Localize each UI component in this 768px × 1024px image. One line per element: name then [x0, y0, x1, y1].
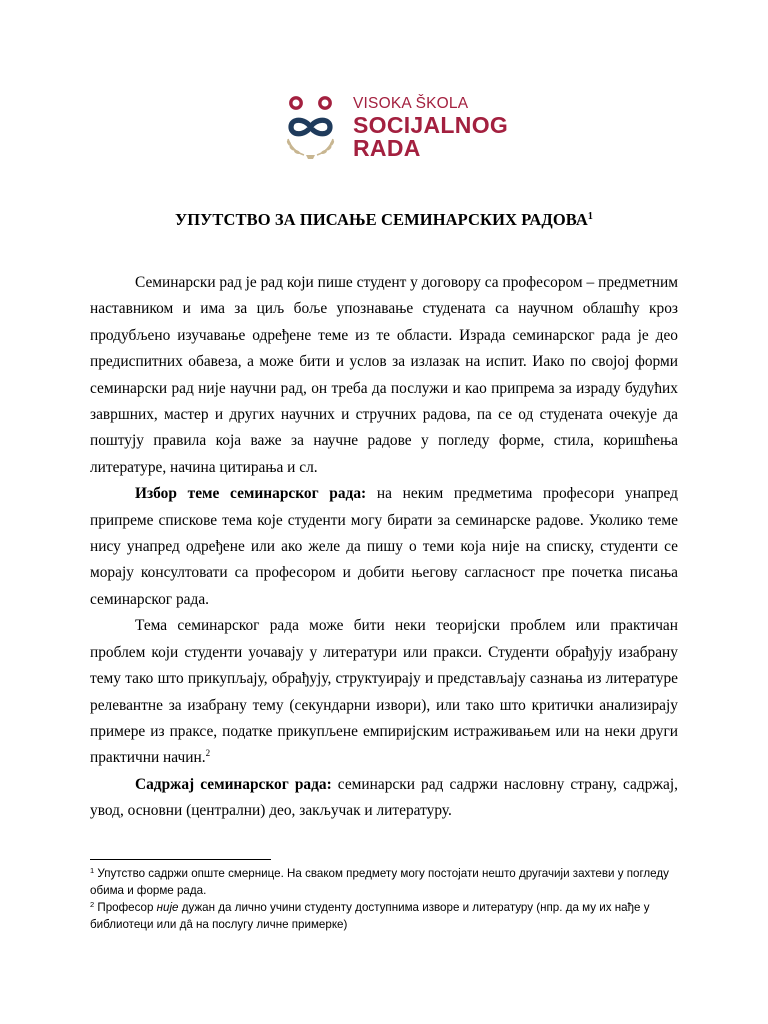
paragraph-lead: Избор теме семинарског рада: [135, 485, 367, 503]
footnote-text-rest: дужан да лично учини студенту доступнима изворе и литературу (нпр. да му их нађе у библиотеци или дâ на послугу личне примерке) [90, 901, 650, 931]
paragraph-text: Семинарски рад је рад који пише студент у договору са професором – предметним наставником и има за циљ боље упознавање студената са научном облашћу кроз продубљено изучавање одређене теме из те области. Израда семинарског рада је део предиспитних обавеза, а може бити и услов за излазак на испит. Иако по својој форми семинарски рад није научни рад, он треба да послужи и као припрема за израду будућих завршних, мастер и других научних и стручних радова, па се од студената очекује да поштују правила која важе за научне радове у погледу форме, стила, коришћења литературе, начина цитирања и сл. [90, 274, 678, 476]
logo-line-socijalnog: SOCIJALNOG [353, 111, 509, 138]
paragraph-text: семинарски рад садржи насловну страну, садржај, увод, основни (централни) део, закључак и литературу. [90, 775, 678, 820]
paragraph-content [90, 772, 678, 825]
paragraph-intro [90, 270, 678, 481]
footnote-number: 2 [90, 900, 95, 909]
document-title-text: УПУТСТВО ЗА ПИСАЊЕ СЕМИНАРСКИХ РАДОВА [175, 210, 588, 229]
footnote-1 [90, 865, 690, 899]
school-logo [282, 93, 509, 165]
paragraph-topic-description [90, 613, 678, 771]
logo-line-visoka-skola: VISOKA ŠKOLA [353, 95, 469, 112]
footnote-text: Упутство садржи опште смернице. На сваком предмету могу постојати нешто другачији захтеви у погледу обима и форме рада. [90, 867, 669, 897]
logo-wordmark [353, 96, 508, 160]
logo-emblem-icon [282, 93, 348, 163]
title-footnote-ref: 1 [587, 211, 593, 222]
paragraph-lead: Садржај семинарског рада: [135, 775, 332, 793]
footnote-ref: 2 [205, 748, 211, 759]
footnotes [90, 865, 690, 933]
footnote-number: 1 [90, 866, 95, 875]
paragraph-text: Тема семинарског рада може бити неки теоријски проблем или практичан проблем који студенти уочавају у литератури или пракси. Студенти обрађују изабрану тему тако што прикупљају, обрађују, структуирају и представљају сазнања из литературе релевантне за изабрану тему (секундарни извори), или тако што критички анализирају примере из праксе, податке прикупљене емпиријским истраживањем или на неки други практични начин. [90, 617, 678, 767]
footnote-emphasis: није [156, 901, 179, 914]
document-body [90, 270, 678, 825]
paragraph-topic-choice [90, 481, 678, 613]
paragraph-text: на неким предметима професори унапред припреме спискове тема које студенти могу бирати за семинарске радове. Уколико теме нису унапред одређене или ако желе да пишу о теми која није на списку, студенти се морају консултовати са професором и добити његову сагласност пре почетка писања семинарског рада. [90, 485, 678, 608]
footnote-separator [90, 859, 271, 860]
logo-line-rada: RADA [353, 134, 421, 161]
footnote-2 [90, 899, 690, 933]
document-title [0, 210, 768, 230]
footnote-text: Професор [94, 901, 157, 914]
